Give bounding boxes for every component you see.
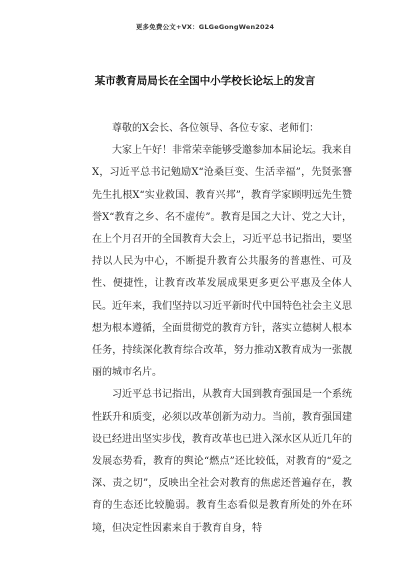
header-note: 更多免费公文+VX：GLGeGongWen2024 (135, 23, 275, 31)
document-body (92, 118, 352, 540)
document-title: 某市教育局局长在全国中小学校长论坛上的发言 (94, 75, 316, 87)
paragraph-1: 大家上午好！非常荣幸能够受邀参加本届论坛。我来自X，习近平总书记勉励X“沧桑巨变、生活幸福”，先贤张謇先生扎根X“实业救国、教育兴邦”，教育学家顾明远先生赞誉X“教育之乡、名不虚传”。教育是国之大计、党之大计，在上个月召开的全国教育大会上，习近平总书记指出，要坚持以人民为中心，不断提升教育公共服务的普惠性、可及性、便捷性，让教育改革发展成果更多更公平惠及全体人民。近年来，我们坚持以习近平新时代中国特色社会主义思想为根本遵循，全面贯彻党的教育方针，落实立德树人根本任务，持续深化教育综合改革，努力推动X教育成为一张靓丽的城市名片。 (92, 145, 352, 379)
paragraph-2: 习近平总书记指出，从教育大国到教育强国是一个系统性跃升和质变，必须以改革创新为动力。当前，教育强国建设已经进出坚实步伐，教育改革也已进入深水区从近几年的发展态势看，教育的舆论“燃点”还比较低，对教育的“爱之深、责之切”，反映出全社会对教育的焦虑还普遍存在，教育的生态还比较脆弱。教育生态看似是教育所处的外在环境，但决定性因素来自于教育自身，特 (92, 389, 352, 534)
greeting-line: 尊敬的X会长、各位领导、各位专家、老师们： (112, 123, 320, 134)
